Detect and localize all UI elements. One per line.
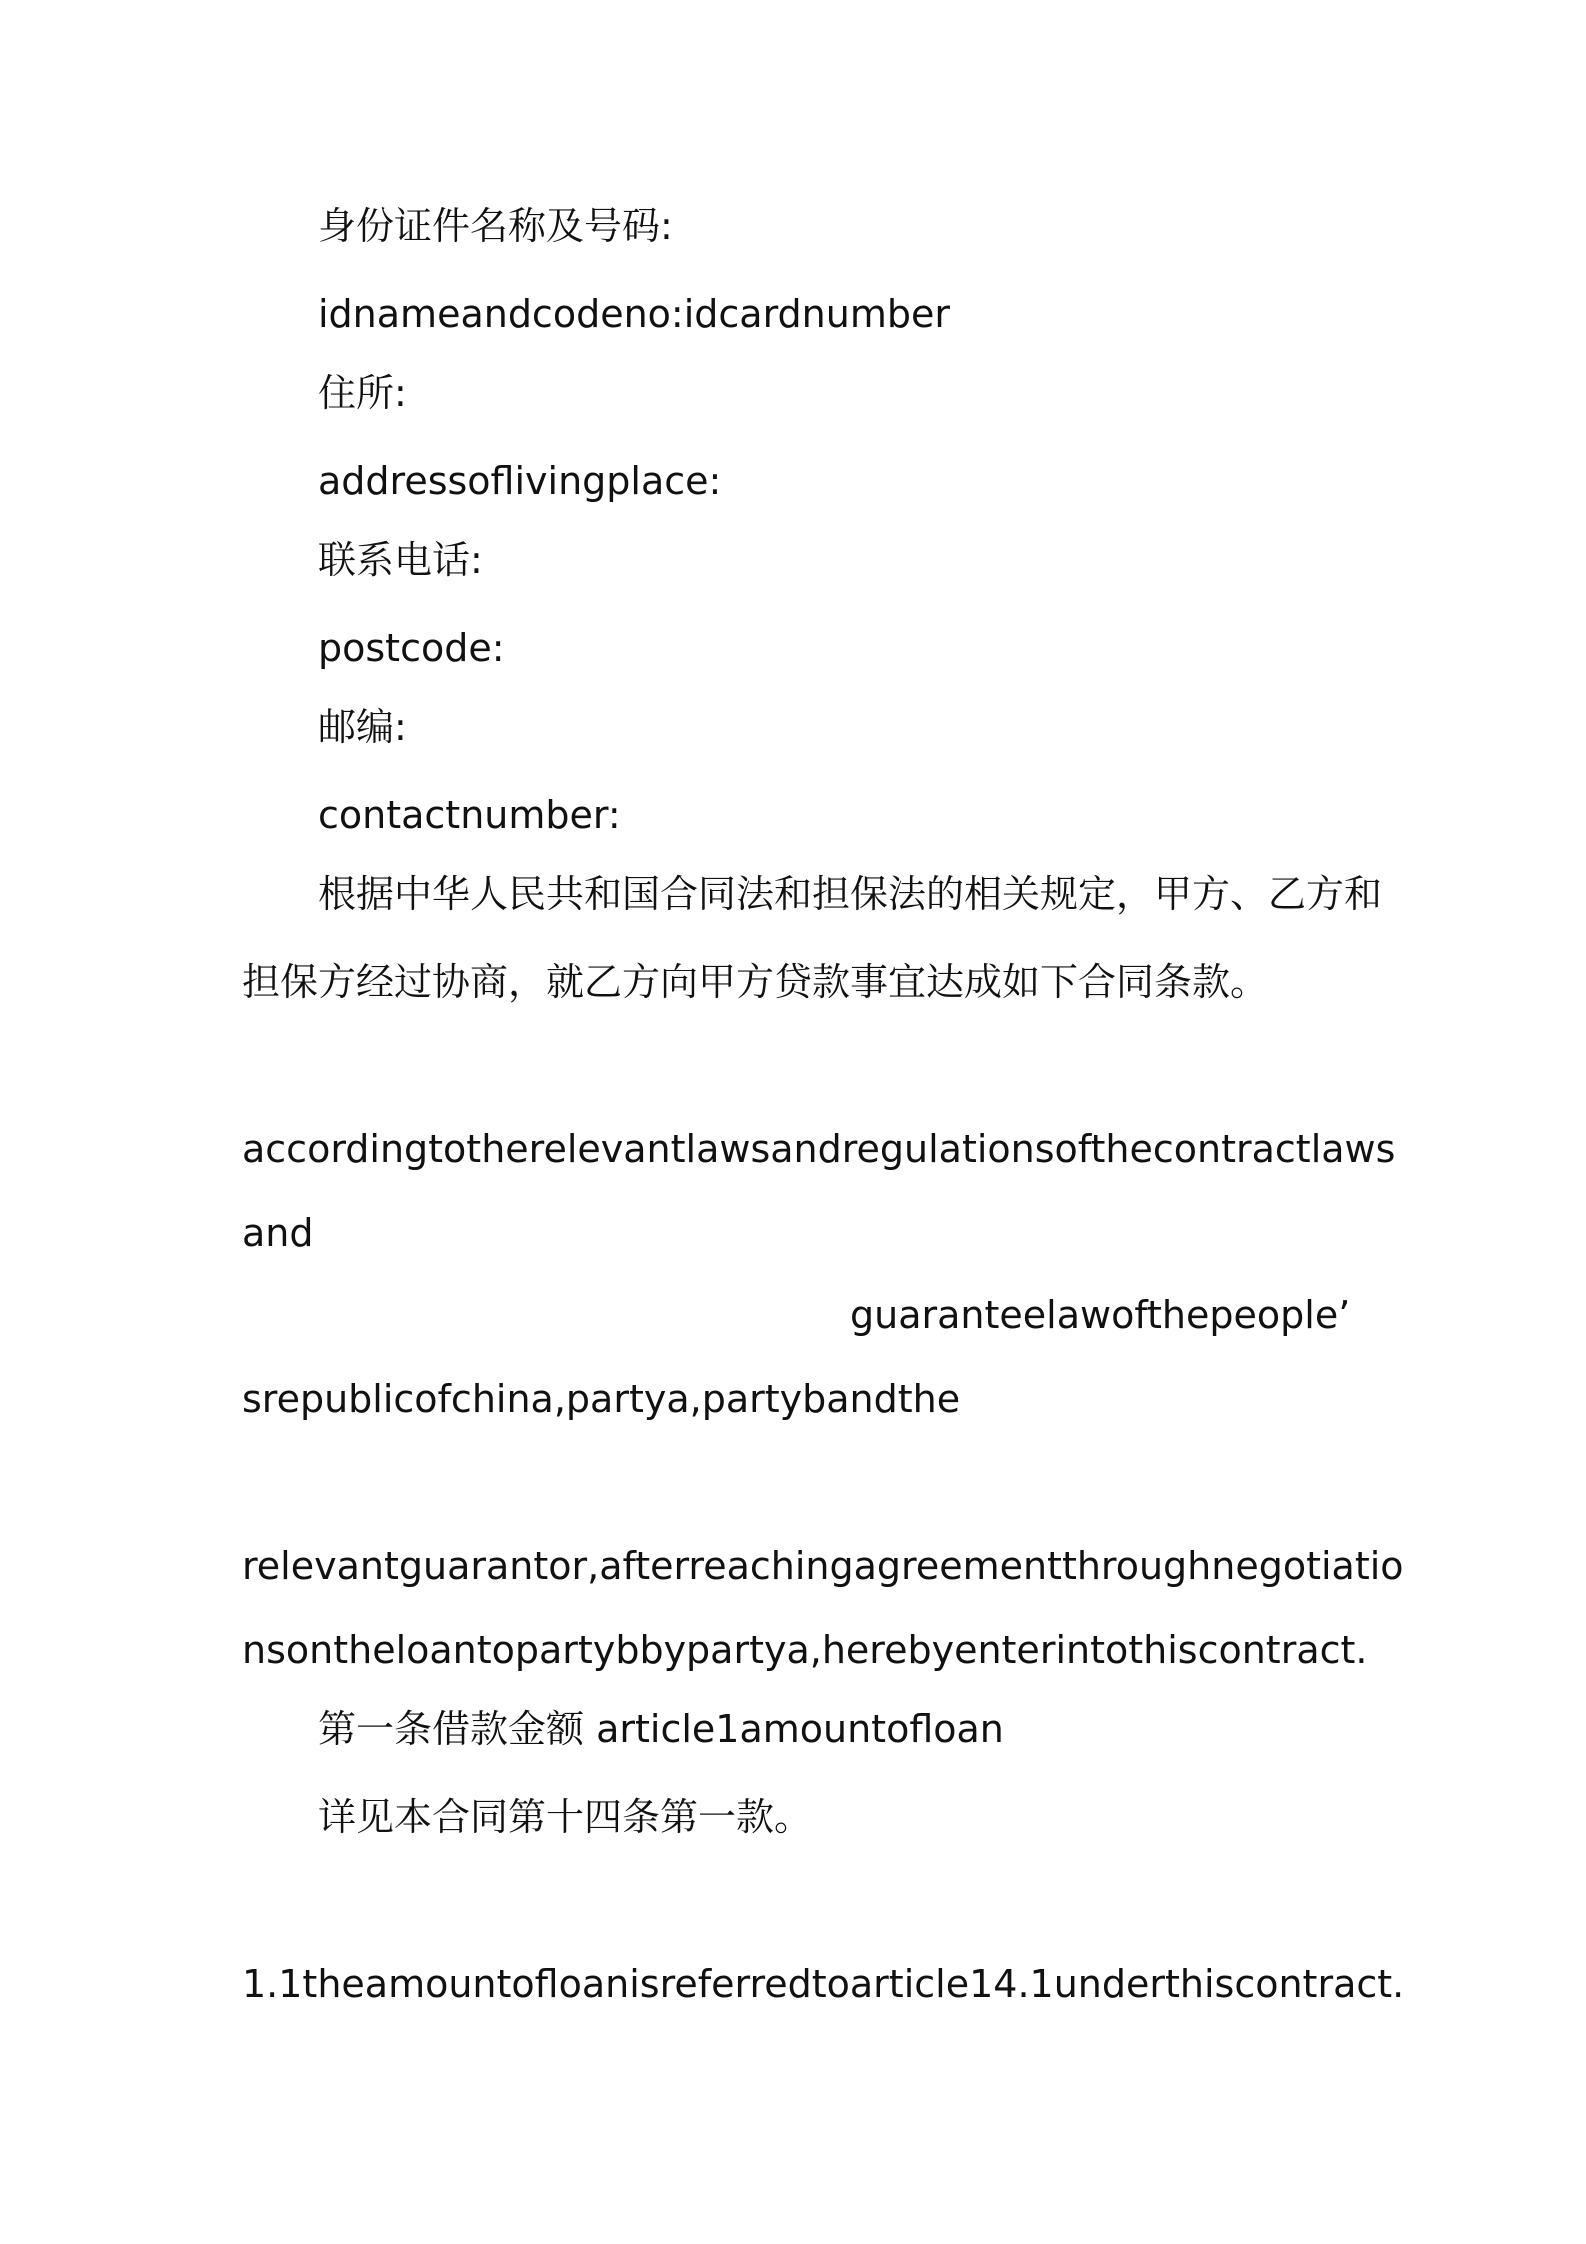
article-1-text-en: 1.1theamountofloanisreferredtoarticle14.1underthiscontract. [242,1962,1405,2006]
preamble-en-line-3: guaranteelawofthepeople’ [850,1293,1351,1337]
preamble-cn-line-1: 根据中华人民共和国合同法和担保法的相关规定，甲方、乙方和 [318,872,1383,916]
preamble-en-line-6: nsontheloantopartybbypartya,herebyenterintothiscontract. [242,1628,1368,1672]
postcode-label-en: postcode: [318,626,505,670]
id-label-cn: 身份证件名称及号码: [318,204,673,248]
postcode-label-cn: 邮编: [318,705,407,749]
address-label-en: addressoflivingplace: [318,459,722,503]
id-label-en: idnameandcodeno:idcardnumber [318,292,950,336]
preamble-en-line-5: relevantguarantor,afterreachingagreementthroughnegotiatio [242,1544,1404,1588]
preamble-cn-line-2: 担保方经过协商，就乙方向甲方贷款事宜达成如下合同条款。 [242,960,1269,1004]
preamble-en-line-4: srepublicofchina,partya,partybandthe [242,1377,961,1421]
phone-label-cn: 联系电话: [318,538,483,582]
preamble-en-line-2: and [242,1211,314,1255]
article-1-heading: 第一条借款金额 article1amountofloan [318,1707,1004,1751]
preamble-en-line-1: accordingtotherelevantlawsandregulationsofthecontractlaws [242,1127,1396,1171]
article-1-text-cn: 详见本合同第十四条第一款。 [318,1795,813,1839]
contact-label-en: contactnumber: [318,793,621,837]
address-label-cn: 住所: [318,371,407,415]
